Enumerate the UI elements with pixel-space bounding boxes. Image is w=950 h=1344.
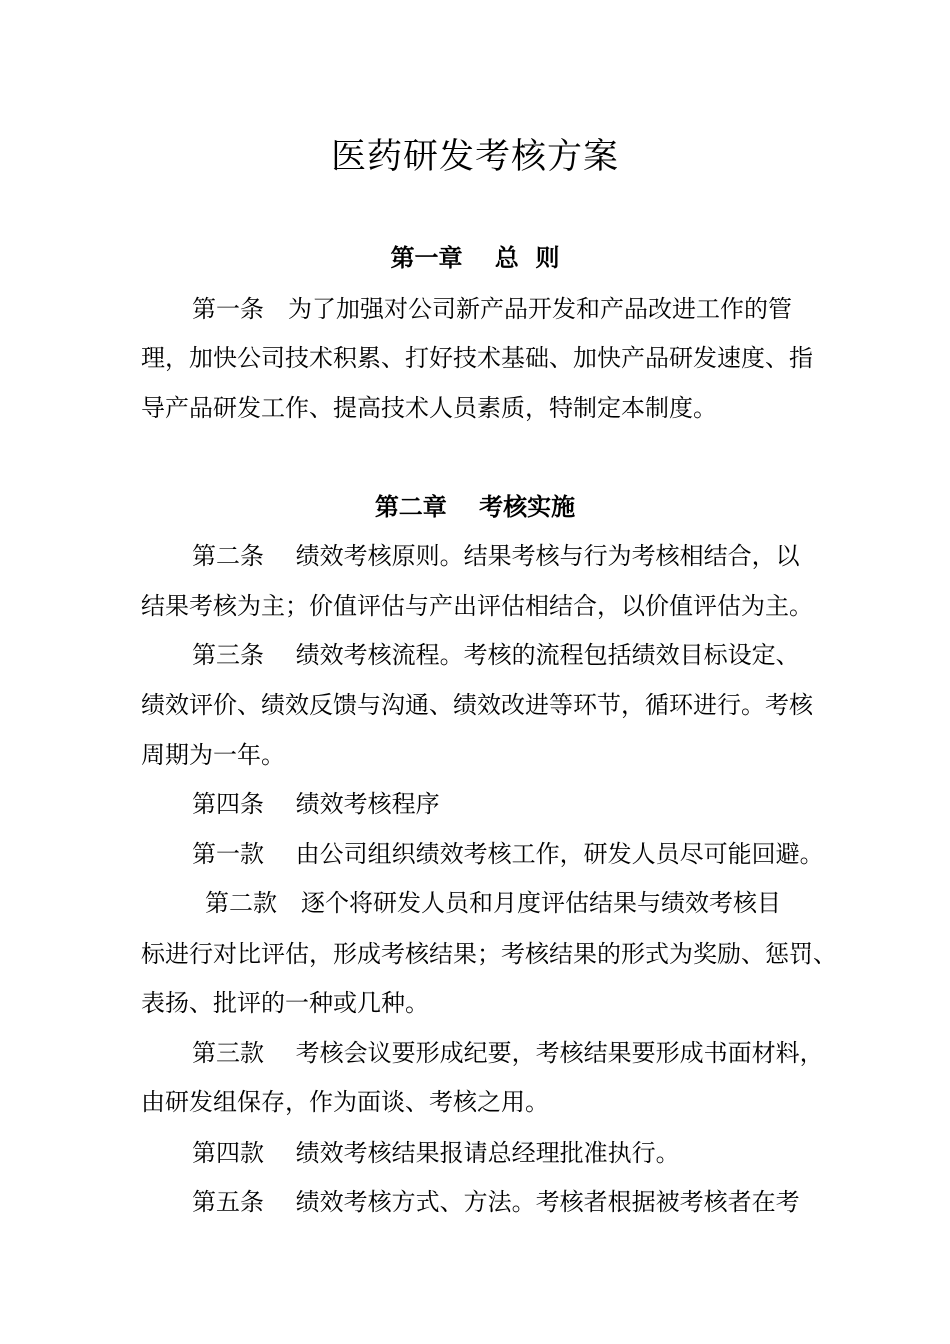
article-5-line-1: 第五条 绩效考核方式、方法。考核者根据被考核者在考 — [192, 1188, 800, 1216]
clause-4-line: 第四款 绩效考核结果报请总经理批准执行。 — [192, 1139, 680, 1167]
document-title: 医药研发考核方案 — [330, 137, 619, 177]
article-2-line-1: 第二条 绩效考核原则。结果考核与行为考核相结合，以 — [192, 542, 800, 570]
chapter-2-heading: 第二章 考核实施 — [374, 492, 576, 521]
clause-2-line-3: 表扬、批评的一种或几种。 — [141, 989, 429, 1017]
article-3-line-3: 周期为一年。 — [141, 741, 285, 769]
clause-3-line-1: 第三款 考核会议要形成纪要，考核结果要形成书面材料， — [192, 1039, 824, 1067]
article-2-line-2: 结果考核为主；价值评估与产出评估相结合，以价值评估为主。 — [141, 592, 813, 620]
article-3-line-1: 第三条 绩效考核流程。考核的流程包括绩效目标设定、 — [192, 641, 800, 669]
clause-1-line: 第一款 由公司组织绩效考核工作，研发人员尽可能回避。 — [192, 840, 824, 868]
article-4-line: 第四条 绩效考核程序 — [192, 790, 440, 818]
article-3-line-2: 绩效评价、绩效反馈与沟通、绩效改进等环节，循环进行。考核 — [141, 691, 813, 719]
clause-2-line-2: 标进行对比评估，形成考核结果；考核结果的形式为奖励、惩罚、 — [141, 940, 837, 968]
clause-3-line-2: 由研发组保存，作为面谈、考核之用。 — [141, 1088, 549, 1116]
article-1-line-2: 理，加快公司技术积累、打好技术基础、加快产品研发速度、指 — [141, 344, 813, 372]
article-1-line-1: 第一条 为了加强对公司新产品开发和产品改进工作的管 — [192, 295, 792, 323]
chapter-1-heading: 第一章 总 则 — [390, 243, 560, 272]
clause-2-line-1: 第二款 逐个将研发人员和月度评估结果与绩效考核目 — [205, 889, 781, 917]
article-1-line-3: 导产品研发工作、提高技术人员素质，特制定本制度。 — [141, 394, 717, 422]
